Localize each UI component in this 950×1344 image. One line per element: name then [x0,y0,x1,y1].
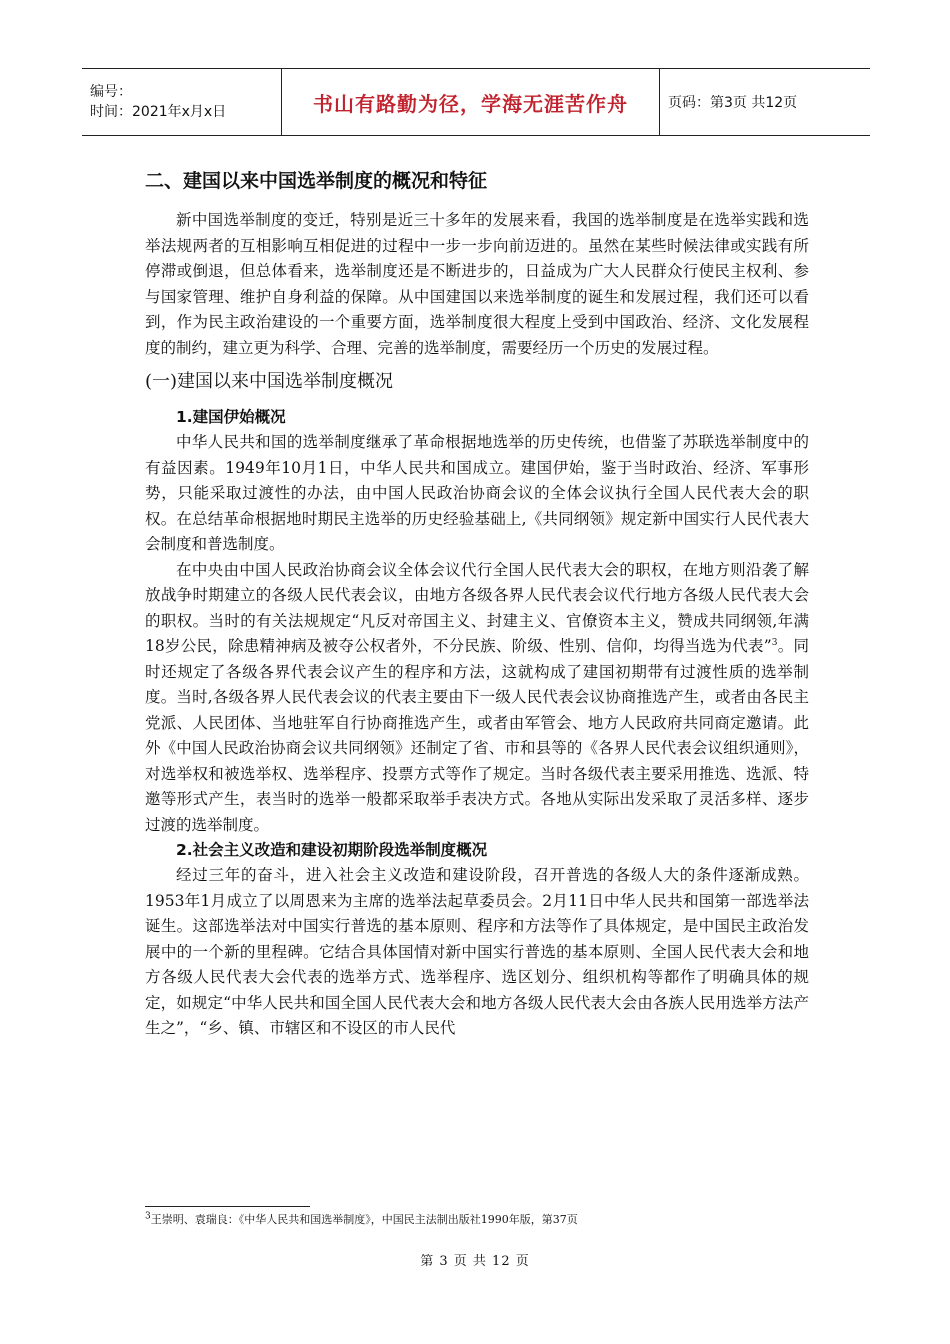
footnote-reference[interactable]: 3 [771,637,778,648]
part1-paragraph-2 [145,558,809,839]
time-label: 时间：2021年x月x日 [90,104,227,120]
footnote [145,1212,578,1228]
footnote-marker: 3 [145,1211,151,1222]
page-info-text: 页码：第3页 共12页 [668,95,798,111]
subsection-title: (一)建国以来中国选举制度概况 [145,371,394,392]
part1-title: 1.建国伊始概况 [176,408,286,426]
page-number: 第 3 页 共 12 页 [420,1254,530,1269]
part1-paragraph-1: 中华人民共和国的选举制度继承了革命根据地选举的历史传统，也借鉴了苏联选举制度中的有益因素。1949年10月1日，中华人民共和国成立。建国伊始，鉴于当时政治、经济、军事形势，只能采取过渡性的办法，由中国人民政治协商会议的全体会议执行全国人民代表大会的职权。在总结革命根据地时期民主选举的历史经验基础上,《共同纲领》规定新中国实行人民代表大会制度和普选制度。 [145,433,809,553]
header-meta [82,69,282,135]
section-title: 二、建国以来中国选举制度的概况和特征 [145,170,488,192]
header-page-info [660,69,870,135]
intro-paragraph: 新中国选举制度的变迁，特别是近三十多年的发展来看，我国的选举制度是在选举实践和选举法规两者的互相影响互相促进的过程中一步一步向前迈进的。虽然在某些时候法律或实践有所停滞或倒退，但总体看来，选举制度还是不断进步的，日益成为广大人民群众行使民主权利、参与国家管理、维护自身利益的保障。从中国建国以来选举制度的诞生和发展过程，我们还可以看到，作为民主政治建设的一个重要方面，选举制度很大程度上受到中国政治、经济、文化发展程度的制约，建立更为科学、合理、完善的选举制度，需要经历一个历史的发展过程。 [145,211,809,357]
part2-paragraph-1: 经过三年的奋斗，进入社会主义改造和建设阶段，召开普选的各级人大的条件逐渐成熟。1953年1月成立了以周恩来为主席的选举法起草委员会。2月11日中华人民共和国第一部选举法诞生。这部选举法对中国实行普选的基本原则、程序和方法等作了具体规定，是中国民主政治发展中的一个新的里程碑。它结合具体国情对新中国实行普选的基本原则、全国人民代表大会和地方各级人民代表大会代表的选举方式、选举程序、选区划分、组织机构等都作了明确具体的规定，如规定“中华人民共和国全国人民代表大会和地方各级人民代表大会由各族人民用选举方法产生之”，“乡、镇、市辖区和不设区的市人民代 [145,866,809,1037]
motto-text: 书山有路勤为径，学海无涯苦作舟 [313,91,628,116]
part1-paragraph-2-start: 在中央由中国人民政治协商会议全体会议代行全国人民代表大会的职权，在地方则沿袭了解放战争时期建立的各级人民代表会议，由地方各级各界人民代表会议代行地方各级人民代表大会的职权。当时的有关法规规定“凡反对帝国主义、封建主义、官僚资本主义，赞成共同纲领,年满18岁公民，除患精神病及被夺公权者外，不分民族、阶级、性别、信仰，均得当选为代表” [145,560,809,655]
serial-label: 编号： [90,84,132,100]
part1-paragraph-2-end: 。同时还规定了各级各界代表会议产生的程序和方法，这就构成了建国初期带有过渡性质的选举制度。当时,各级各界人民代表会议的代表主要由下一级人民代表会议协商推选产生，或者由各民主党派、人民团体、当地驻军自行协商推选产生，或者由军管会、地方人民政府共同商定邀请。此外《中国人民政治协商会议共同纲领》还制定了省、市和县等的《各界人民代表会议组织通则》，对选举权和被选举权、选举程序、投票方式等作了规定。当时各级代表主要采用推选、选派、特邀等形式产生，表当时的选举一般都采取举手表决方式。各地从实际出发采取了灵活多样、逐步过渡的选举制度。 [145,637,809,834]
part2-title: 2.社会主义改造和建设初期阶段选举制度概况 [176,841,488,859]
page-header [82,68,870,136]
header-motto [282,69,660,135]
footnote-text: 王崇明、袁瑞良：《中华人民共和国选举制度》，中国民主法制出版社1990年版，第37页 [150,1213,578,1226]
footnote-divider [145,1206,310,1207]
document-body [145,168,809,1042]
